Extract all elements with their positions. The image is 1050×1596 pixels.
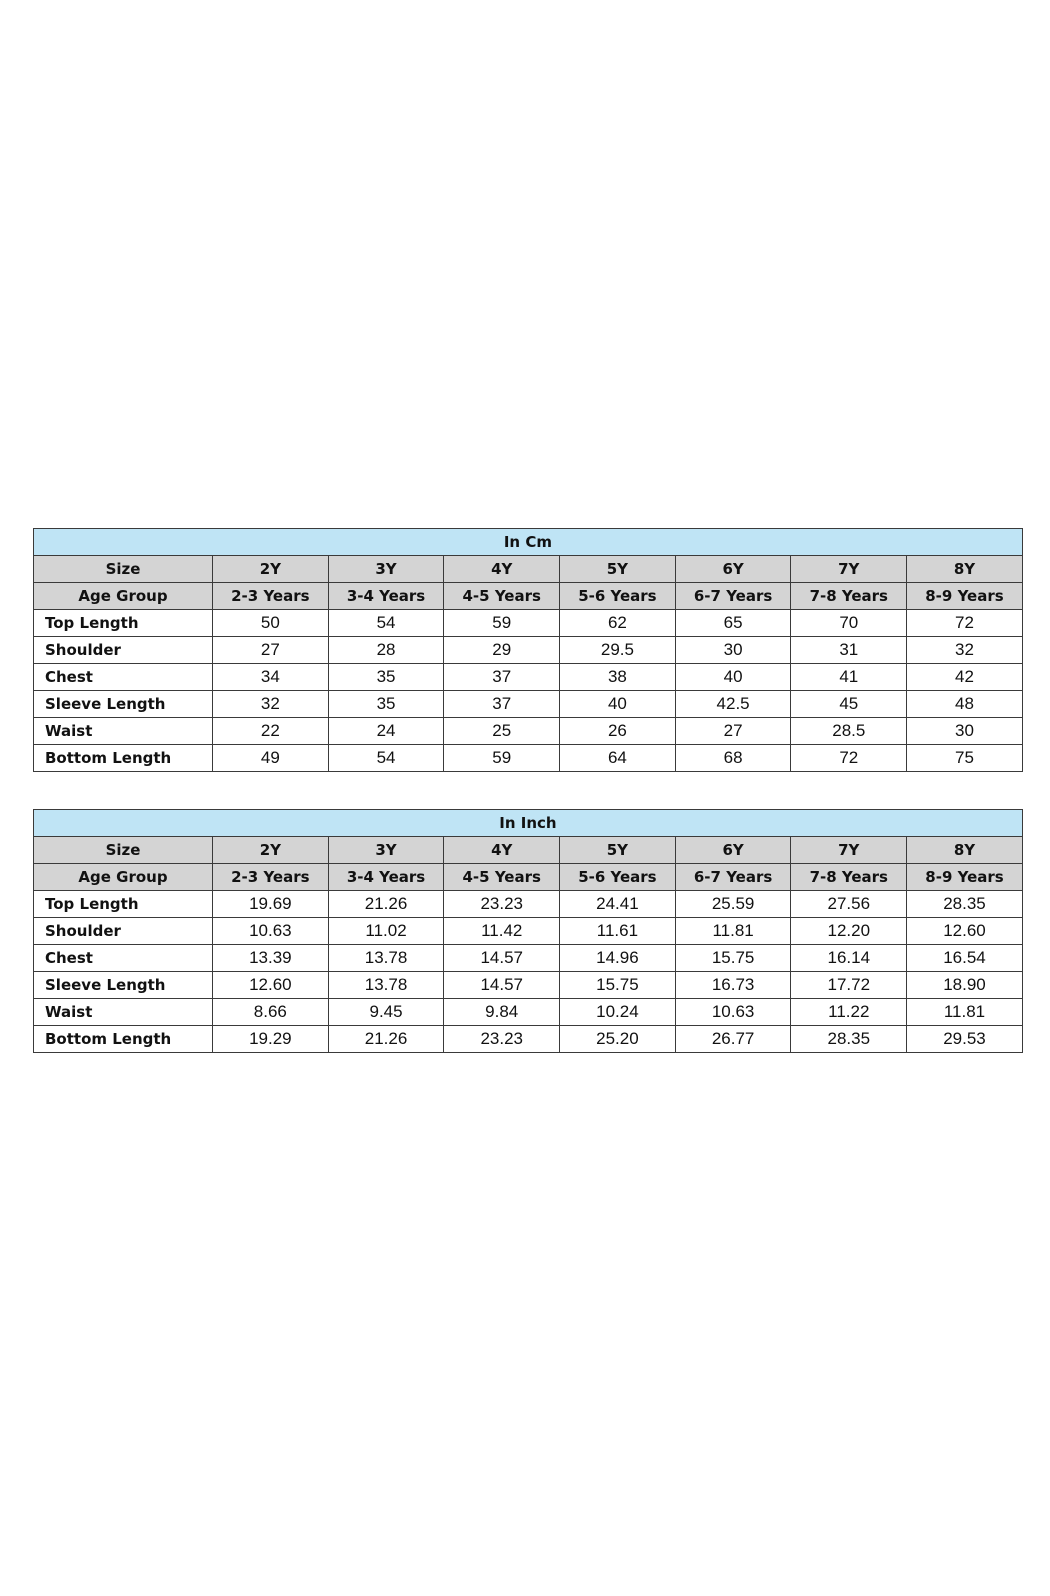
- table-row: [34, 1026, 1023, 1053]
- measurement-value: 16.54: [907, 945, 1023, 972]
- table-row: [34, 745, 1023, 772]
- size-header-cell: 4Y: [444, 837, 560, 864]
- measurement-value: 23.23: [444, 891, 560, 918]
- size-header-cell: 7Y: [791, 837, 907, 864]
- measurement-value: 59: [444, 610, 560, 637]
- size-label: Size: [34, 556, 213, 583]
- measurement-value: 45: [791, 691, 907, 718]
- measurement-value: 10.24: [560, 999, 676, 1026]
- measurement-value: 37: [444, 664, 560, 691]
- measurement-value: 32: [213, 691, 329, 718]
- measurement-value: 14.96: [560, 945, 676, 972]
- age-group-cell: 7-8 Years: [791, 864, 907, 891]
- table-row: [34, 891, 1023, 918]
- measurement-value: 34: [213, 664, 329, 691]
- age-group-cell: 5-6 Years: [560, 583, 676, 610]
- measurement-value: 11.61: [560, 918, 676, 945]
- measurement-value: 26.77: [675, 1026, 791, 1053]
- measurement-value: 62: [560, 610, 676, 637]
- measurement-value: 12.60: [907, 918, 1023, 945]
- measurement-value: 30: [675, 637, 791, 664]
- table-row: [34, 718, 1023, 745]
- measurement-value: 16.73: [675, 972, 791, 999]
- size-header-cell: 3Y: [328, 556, 444, 583]
- size-header-cell: 6Y: [675, 837, 791, 864]
- measurement-value: 28.5: [791, 718, 907, 745]
- size-header-row: [34, 837, 1023, 864]
- measurement-value: 41: [791, 664, 907, 691]
- measurement-value: 27: [675, 718, 791, 745]
- measurement-value: 48: [907, 691, 1023, 718]
- measurement-label: Shoulder: [34, 637, 213, 664]
- measurement-value: 49: [213, 745, 329, 772]
- table-row: [34, 999, 1023, 1026]
- age-group-cell: 3-4 Years: [328, 864, 444, 891]
- measurement-value: 25.20: [560, 1026, 676, 1053]
- measurement-value: 72: [791, 745, 907, 772]
- table-row: [34, 637, 1023, 664]
- measurement-value: 11.81: [907, 999, 1023, 1026]
- table-title: In Inch: [34, 810, 1023, 837]
- table-row: [34, 664, 1023, 691]
- measurement-value: 9.84: [444, 999, 560, 1026]
- measurement-value: 65: [675, 610, 791, 637]
- measurement-value: 13.39: [213, 945, 329, 972]
- measurement-value: 28.35: [791, 1026, 907, 1053]
- age-group-cell: 8-9 Years: [907, 583, 1023, 610]
- measurement-label: Waist: [34, 718, 213, 745]
- measurement-value: 10.63: [213, 918, 329, 945]
- measurement-value: 40: [560, 691, 676, 718]
- measurement-label: Bottom Length: [34, 1026, 213, 1053]
- measurement-value: 64: [560, 745, 676, 772]
- measurement-value: 29: [444, 637, 560, 664]
- table-title: In Cm: [34, 529, 1023, 556]
- age-group-cell: 4-5 Years: [444, 583, 560, 610]
- measurement-label: Shoulder: [34, 918, 213, 945]
- size-label: Size: [34, 837, 213, 864]
- measurement-label: Top Length: [34, 891, 213, 918]
- measurement-value: 28.35: [907, 891, 1023, 918]
- measurement-value: 32: [907, 637, 1023, 664]
- table-row: [34, 972, 1023, 999]
- size-header-cell: 2Y: [213, 837, 329, 864]
- table-title-row: [34, 529, 1023, 556]
- measurement-label: Sleeve Length: [34, 691, 213, 718]
- age-group-cell: 3-4 Years: [328, 583, 444, 610]
- measurement-value: 29.5: [560, 637, 676, 664]
- age-group-cell: 6-7 Years: [675, 583, 791, 610]
- measurement-label: Waist: [34, 999, 213, 1026]
- table-row: [34, 945, 1023, 972]
- measurement-value: 11.81: [675, 918, 791, 945]
- measurement-value: 59: [444, 745, 560, 772]
- size-header-cell: 8Y: [907, 556, 1023, 583]
- measurement-value: 27.56: [791, 891, 907, 918]
- measurement-value: 15.75: [675, 945, 791, 972]
- measurement-value: 42.5: [675, 691, 791, 718]
- measurement-label: Top Length: [34, 610, 213, 637]
- measurement-value: 17.72: [791, 972, 907, 999]
- measurement-value: 24.41: [560, 891, 676, 918]
- measurement-value: 38: [560, 664, 676, 691]
- age-group-cell: 8-9 Years: [907, 864, 1023, 891]
- table-title-row: [34, 810, 1023, 837]
- measurement-value: 24: [328, 718, 444, 745]
- measurement-value: 50: [213, 610, 329, 637]
- table-row: [34, 610, 1023, 637]
- measurement-value: 30: [907, 718, 1023, 745]
- measurement-value: 72: [907, 610, 1023, 637]
- measurement-value: 12.20: [791, 918, 907, 945]
- measurement-value: 11.02: [328, 918, 444, 945]
- measurement-label: Sleeve Length: [34, 972, 213, 999]
- measurement-value: 75: [907, 745, 1023, 772]
- table-row: [34, 918, 1023, 945]
- measurement-value: 19.69: [213, 891, 329, 918]
- measurement-value: 14.57: [444, 945, 560, 972]
- size-header-cell: 5Y: [560, 837, 676, 864]
- measurement-value: 22: [213, 718, 329, 745]
- age-group-label: Age Group: [34, 583, 213, 610]
- measurement-value: 70: [791, 610, 907, 637]
- measurement-value: 40: [675, 664, 791, 691]
- measurement-value: 35: [328, 664, 444, 691]
- size-chart-inch-table: [33, 809, 1023, 1053]
- measurement-value: 15.75: [560, 972, 676, 999]
- measurement-label: Bottom Length: [34, 745, 213, 772]
- size-chart-cm-table: [33, 528, 1023, 772]
- measurement-value: 54: [328, 610, 444, 637]
- measurement-value: 27: [213, 637, 329, 664]
- age-group-row: [34, 583, 1023, 610]
- age-group-cell: 5-6 Years: [560, 864, 676, 891]
- measurement-value: 25: [444, 718, 560, 745]
- measurement-label: Chest: [34, 664, 213, 691]
- measurement-value: 42: [907, 664, 1023, 691]
- measurement-value: 18.90: [907, 972, 1023, 999]
- measurement-value: 16.14: [791, 945, 907, 972]
- measurement-value: 28: [328, 637, 444, 664]
- size-header-cell: 5Y: [560, 556, 676, 583]
- size-header-cell: 6Y: [675, 556, 791, 583]
- size-header-row: [34, 556, 1023, 583]
- size-header-cell: 3Y: [328, 837, 444, 864]
- measurement-value: 68: [675, 745, 791, 772]
- measurement-value: 11.42: [444, 918, 560, 945]
- age-group-cell: 7-8 Years: [791, 583, 907, 610]
- age-group-cell: 6-7 Years: [675, 864, 791, 891]
- measurement-value: 10.63: [675, 999, 791, 1026]
- size-header-cell: 2Y: [213, 556, 329, 583]
- size-header-cell: 7Y: [791, 556, 907, 583]
- measurement-value: 9.45: [328, 999, 444, 1026]
- measurement-value: 29.53: [907, 1026, 1023, 1053]
- size-header-cell: 8Y: [907, 837, 1023, 864]
- measurement-value: 12.60: [213, 972, 329, 999]
- measurement-value: 14.57: [444, 972, 560, 999]
- measurement-value: 25.59: [675, 891, 791, 918]
- size-header-cell: 4Y: [444, 556, 560, 583]
- age-group-cell: 2-3 Years: [213, 864, 329, 891]
- measurement-value: 26: [560, 718, 676, 745]
- measurement-value: 23.23: [444, 1026, 560, 1053]
- measurement-value: 8.66: [213, 999, 329, 1026]
- measurement-value: 35: [328, 691, 444, 718]
- measurement-value: 31: [791, 637, 907, 664]
- measurement-value: 13.78: [328, 945, 444, 972]
- age-group-label: Age Group: [34, 864, 213, 891]
- measurement-value: 21.26: [328, 1026, 444, 1053]
- measurement-value: 19.29: [213, 1026, 329, 1053]
- age-group-cell: 4-5 Years: [444, 864, 560, 891]
- measurement-label: Chest: [34, 945, 213, 972]
- measurement-value: 13.78: [328, 972, 444, 999]
- table-row: [34, 691, 1023, 718]
- measurement-value: 37: [444, 691, 560, 718]
- measurement-value: 21.26: [328, 891, 444, 918]
- age-group-cell: 2-3 Years: [213, 583, 329, 610]
- measurement-value: 11.22: [791, 999, 907, 1026]
- age-group-row: [34, 864, 1023, 891]
- measurement-value: 54: [328, 745, 444, 772]
